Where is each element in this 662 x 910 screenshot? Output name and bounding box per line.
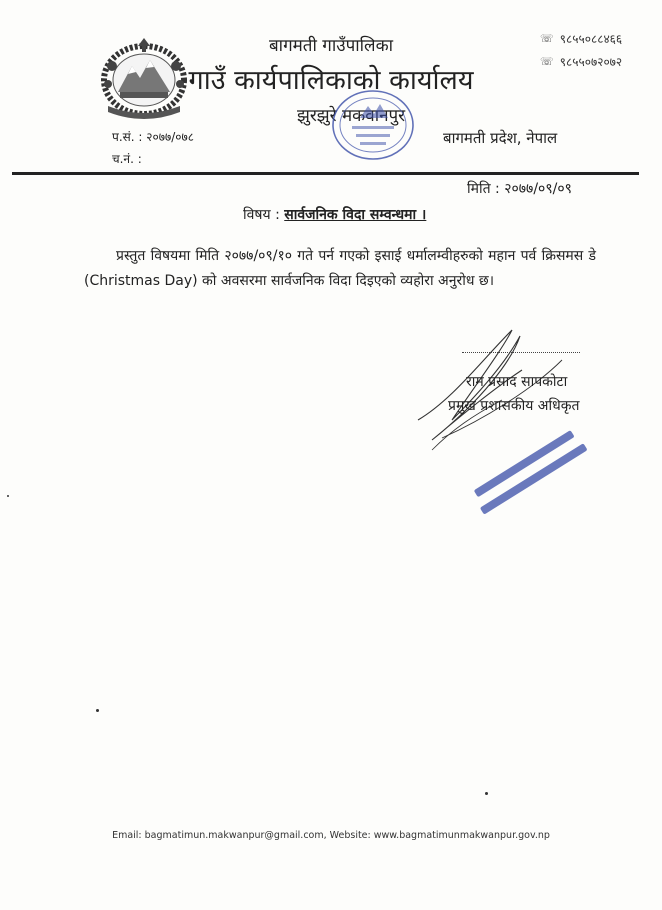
designation-stamp: [455, 418, 605, 528]
subject-label: विषय :: [243, 207, 280, 223]
office-name: गाउँ कार्यपालिकाको कार्यालय: [188, 65, 474, 96]
signatory-title: प्रमुख प्रशासकीय अधिकृत: [448, 398, 580, 414]
footer-contact: Email: bagmatimun.makwanpur@gmail.com, Website: www.bagmatimunmakwanpur.gov.np: [112, 830, 550, 841]
address-line-province: बागमती प्रदेश, नेपाल: [443, 129, 558, 147]
scan-speck: [7, 495, 9, 497]
telephone-icon: ☏: [540, 55, 554, 68]
address-line-local: झुरझुरे मकवानपुर: [297, 106, 406, 126]
scan-speck: [96, 709, 99, 712]
org-name: बागमती गाउँपालिका: [268, 36, 394, 56]
letter-body: प्रस्तुत विषयमा मिति २०७७/०९/१० गते पर्न गएको इसाई धर्मालम्वीहरुको महान पर्व क्रिसमस डे (Christmas Day) को अवसरमा सार्वजनिक विदा दिइएको व्यहोरा अनुरोध छ।: [84, 248, 596, 289]
phone-number-2-text: ९८५५०७२०७२: [559, 55, 623, 69]
scan-speck: [485, 792, 488, 795]
dispatch-number: च.नं. :: [112, 152, 142, 166]
phone-number-1-text: ९८५५०८८४६६: [559, 32, 623, 46]
phone-number-2: [540, 53, 622, 70]
phone-number-1: [540, 30, 622, 47]
subject-text: सार्वजनिक विदा सम्वन्धमा ।: [284, 207, 427, 223]
telephone-icon: ☏: [540, 32, 554, 45]
letter-date: मिति : २०७७/०९/०९: [467, 181, 572, 197]
office-round-stamp: [330, 88, 416, 162]
subject-line: [243, 205, 426, 224]
signatory-name: राम प्रसाद सापकोटा: [466, 374, 568, 390]
signature-line: [462, 352, 580, 353]
reference-number: प.सं. : २०७७/०७८: [112, 130, 194, 144]
header-divider: [12, 172, 639, 175]
